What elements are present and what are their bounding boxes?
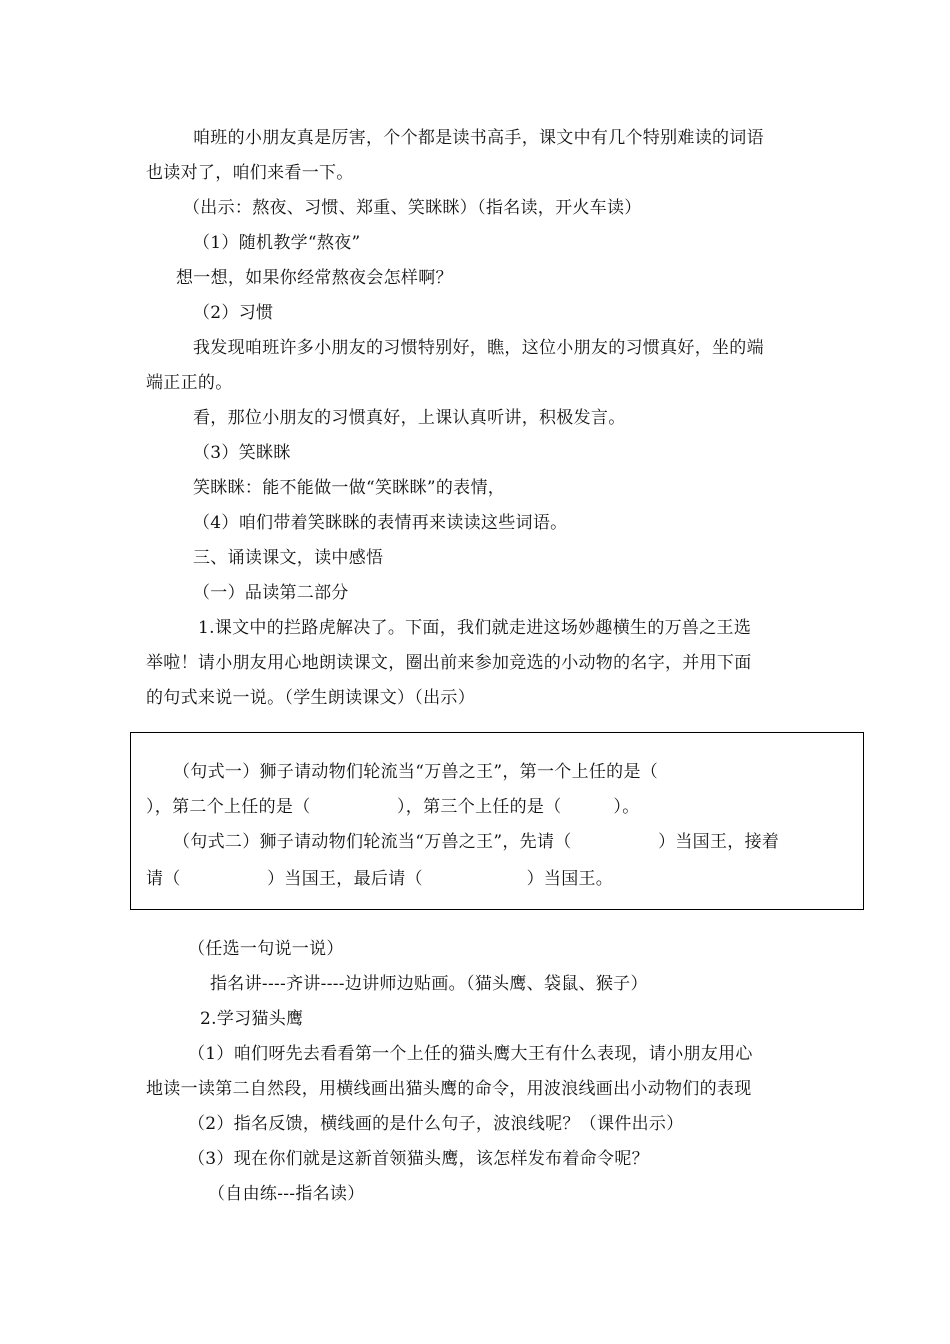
paragraph-line: 端正正的。: [146, 373, 233, 393]
paragraph-line: 的句式来说一说。（学生朗读课文）（出示）: [146, 688, 475, 708]
box-line: ），第二个上任的是（ ），第三个上任的是（ ）。: [146, 797, 640, 817]
box-line: （句式二）狮子请动物们轮流当“万兽之王”，先请（ ）当国王，接着: [173, 832, 780, 852]
paragraph-line: （2）指名反馈，横线画的是什么句子，波浪线呢？（课件出示）: [188, 1114, 684, 1134]
paragraph-line: （任选一句说一说）: [188, 939, 344, 959]
box-line: 请（ ）当国王，最后请（ ）当国王。: [146, 869, 614, 889]
section-heading: 三、诵读课文，读中感悟: [193, 548, 384, 568]
paragraph-line: 我发现咱班许多小朋友的习惯特别好，瞧，这位小朋友的习惯真好，坐的端: [193, 338, 764, 358]
paragraph-line: 看，那位小朋友的习惯真好，上课认真听讲，积极发言。: [193, 408, 626, 428]
paragraph-line: （自由练---指名读）: [208, 1184, 365, 1204]
paragraph-line: 2.学习猫头鹰: [200, 1009, 304, 1029]
paragraph-line: 也读对了，咱们来看一下。: [146, 163, 354, 183]
paragraph-line: 咱班的小朋友真是厉害，个个都是读书高手，课文中有几个特别难读的词语: [193, 128, 764, 148]
paragraph-line: （1）咱们呀先去看看第一个上任的猫头鹰大王有什么表现，请小朋友用心: [188, 1044, 753, 1064]
paragraph-line: （2）习惯: [193, 303, 274, 323]
paragraph-line: 地读一读第二自然段，用横线画出猫头鹰的命令，用波浪线画出小动物们的表现: [146, 1079, 752, 1099]
paragraph-line: 1.课文中的拦路虎解决了。下面，我们就走进这场妙趣横生的万兽之王选: [198, 618, 752, 638]
paragraph-line: （3）笑眯眯: [193, 443, 291, 463]
paragraph-line: 指名讲----齐讲----边讲师边贴画。（猫头鹰、袋鼠、猴子）: [210, 974, 648, 994]
paragraph-line: 笑眯眯：能不能做一做“笑眯眯”的表情，: [193, 478, 506, 498]
paragraph-line: （出示：熬夜、习惯、郑重、笑眯眯）（指名读，开火车读）: [183, 198, 642, 218]
paragraph-line: （1）随机教学“熬夜”: [193, 233, 361, 253]
box-line: （句式一）狮子请动物们轮流当“万兽之王”，第一个上任的是（: [173, 762, 659, 782]
paragraph-line: （4）咱们带着笑眯眯的表情再来读读这些词语。: [193, 513, 568, 533]
paragraph-line: 举啦！请小朋友用心地朗读课文，圈出前来参加竞选的小动物的名字，并用下面: [146, 653, 752, 673]
subsection-heading: （一）品读第二部分: [193, 583, 349, 603]
paragraph-line: 想一想，如果你经常熬夜会怎样啊？: [176, 268, 453, 288]
paragraph-line: （3）现在你们就是这新首领猫头鹰，该怎样发布着命令呢？: [188, 1149, 649, 1169]
